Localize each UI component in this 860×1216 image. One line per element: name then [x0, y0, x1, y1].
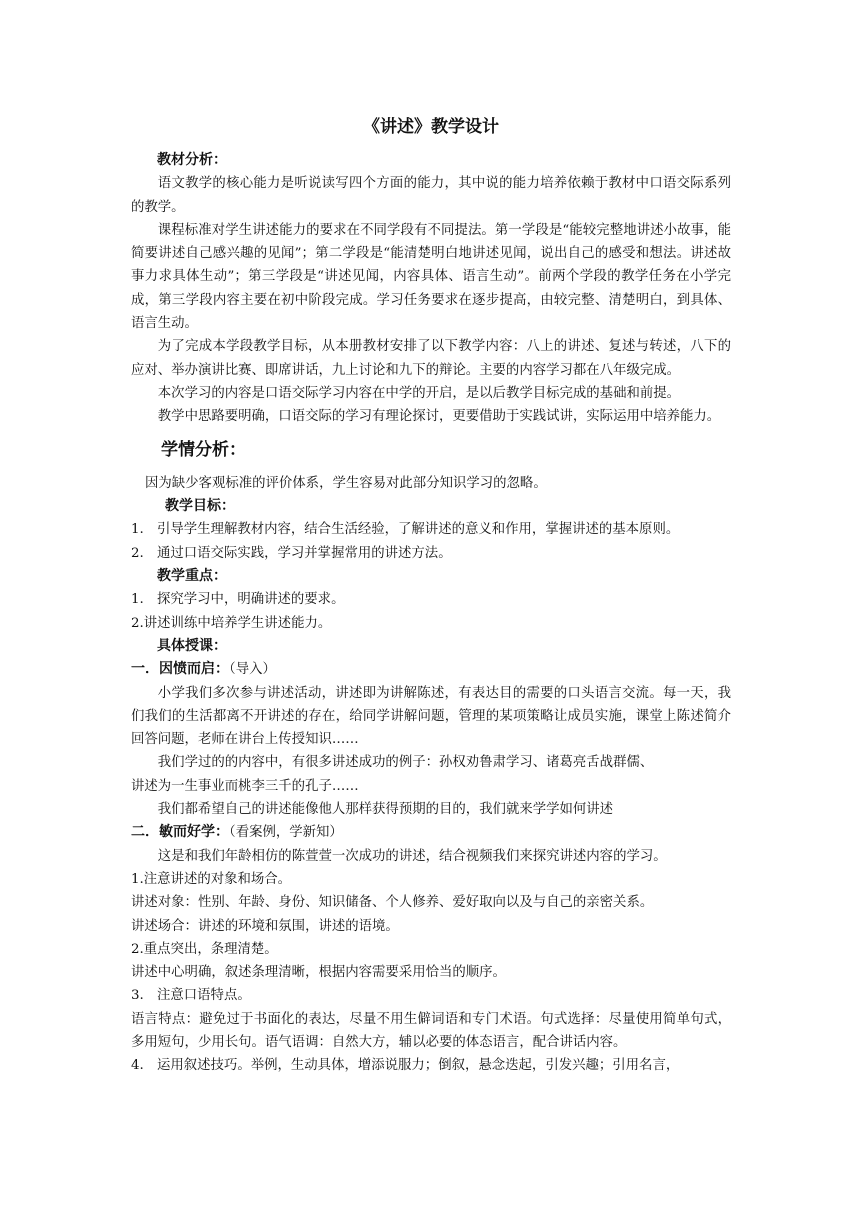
document-page: [131, 112, 731, 1078]
section-heading: [131, 821, 731, 844]
lesson-heading: 具体授课：: [157, 637, 227, 654]
list-item: [131, 542, 731, 565]
list-number: 3.: [131, 988, 144, 1004]
list-item: [131, 518, 731, 541]
list-item: [131, 588, 731, 611]
list-number: 4.: [131, 1058, 144, 1074]
list-number: 2.: [131, 545, 144, 561]
list-item: [131, 984, 731, 1007]
list-text: 通过口语交际实践，学习并掌握常用的讲述方法。: [157, 545, 452, 561]
paragraph: 我们学过的的内容中，有很多讲述成功的例子：孙权劝鲁肃学习、诸葛亮舌战群儒、: [157, 755, 654, 771]
paragraph: 小学我们多次参与讲述活动，讲述即为讲解陈述，有表达目的需要的口头语言交流。每一天，我们我们的生活都离不开讲述的存在，给同学讲解问题，管理的某项策略让成员实施，课堂上陈述简介回答问题，老师在讲台上传授知识……: [131, 685, 731, 748]
paragraph: 语文教学的核心能力是听说读写四个方面的能力，其中说的能力培养依赖于教材中口语交际系列的教学。: [131, 176, 731, 215]
paragraph: 讲述为一生事业而桃李三千的孔子……: [131, 778, 359, 794]
paragraph: 课程标准对学生讲述能力的要求在不同学段有不同提法。第一学段是“能较完整地讲述小故事，能简要讲述自己感兴趣的见闻”；第二学段是“能清楚明白地讲述见闻，说出自己的感受和想法。讲述故事力求具体生动”；第三学段是“讲述见闻，内容具体、语言生动”。前两个学段的教学任务在小学完成，第三学段内容主要在初中阶段完成。学习任务要求在逐步提高，由较完整、清楚明白，到具体、语言生动。: [131, 222, 731, 332]
paragraph: 本次学习的内容是口语交际学习内容在中学的开启，是以后教学目标完成的基础和前提。: [157, 385, 681, 401]
section-heading: [131, 658, 731, 681]
section-label: 一．因愤而启：: [131, 661, 229, 678]
paragraph: 讲述场合：讲述的环境和氛围，讲述的语境。: [131, 918, 399, 934]
document-title: 《讲述》教学设计: [363, 117, 499, 137]
paragraph: 讲述对象：性别、年龄、身份、知识储备、个人修养、爱好取向以及与自己的亲密关系。: [131, 895, 654, 911]
objectives-heading: 教学目标：: [165, 498, 235, 515]
key-points-heading: 教学重点：: [157, 568, 227, 585]
paragraph: 教学中思路要明确，口语交际的学习有理论探讨，更要借助于实践试讲，实际运用中培养能力。: [157, 409, 721, 425]
paragraph: 语言特点：避免过于书面化的表达，尽量不用生僻词语和专门术语。句式选择：尽量使用简单句式，多用短句，少用长句。语气语调：自然大方，辅以必要的体态语言，配合讲话内容。: [131, 1011, 731, 1050]
paragraph: 因为缺少客观标准的评价体系，学生容易对此部分知识学习的忽略。: [145, 475, 547, 491]
paragraph: 我们都希望自己的讲述能像他人那样获得预期的目的，我们就来学学如何讲述: [157, 802, 614, 818]
paragraph: 这是和我们年龄相仿的陈萱萱一次成功的讲述，结合视频我们来探究讲述内容的学习。: [157, 848, 667, 864]
list-text: 探究学习中，明确讲述的要求。: [157, 592, 345, 608]
list-text: 引导学生理解教材内容，结合生活经验，了解讲述的意义和作用，掌握讲述的基本原则。: [157, 522, 680, 538]
paragraph: 讲述中心明确，叙述条理清晰，根据内容需要采用恰当的顺序。: [131, 965, 506, 981]
learner-analysis-heading: 学情分析：: [161, 439, 246, 460]
list-item: 2.讲述训练中培养学生讲述能力。: [131, 615, 332, 631]
list-item: [131, 1054, 731, 1077]
paragraph: 1.注意讲述的对象和场合。: [131, 871, 292, 887]
list-number: 1.: [131, 592, 144, 608]
list-text: 注意口语特点。: [157, 988, 251, 1004]
section-note: （看案例，学新知）: [229, 825, 343, 841]
paragraph: 2.重点突出，条理清楚。: [131, 941, 278, 957]
section-label: 二．敏而好学：: [131, 824, 229, 841]
paragraph: 为了完成本学段教学目标，从本册教材安排了以下教学内容：八上的讲述、复述与转述，八下的应对、举办演讲比赛、即席讲话，九上讨论和九下的辩论。主要的内容学习都在八年级完成。: [131, 339, 731, 378]
material-analysis-heading: 教材分析：: [157, 152, 227, 168]
section-note: （导入）: [229, 662, 276, 678]
list-number: 1.: [131, 522, 144, 538]
list-text: 运用叙述技巧。举例，生动具体，增添说服力；倒叙，悬念迭起，引发兴趣；引用名言，: [157, 1058, 680, 1074]
